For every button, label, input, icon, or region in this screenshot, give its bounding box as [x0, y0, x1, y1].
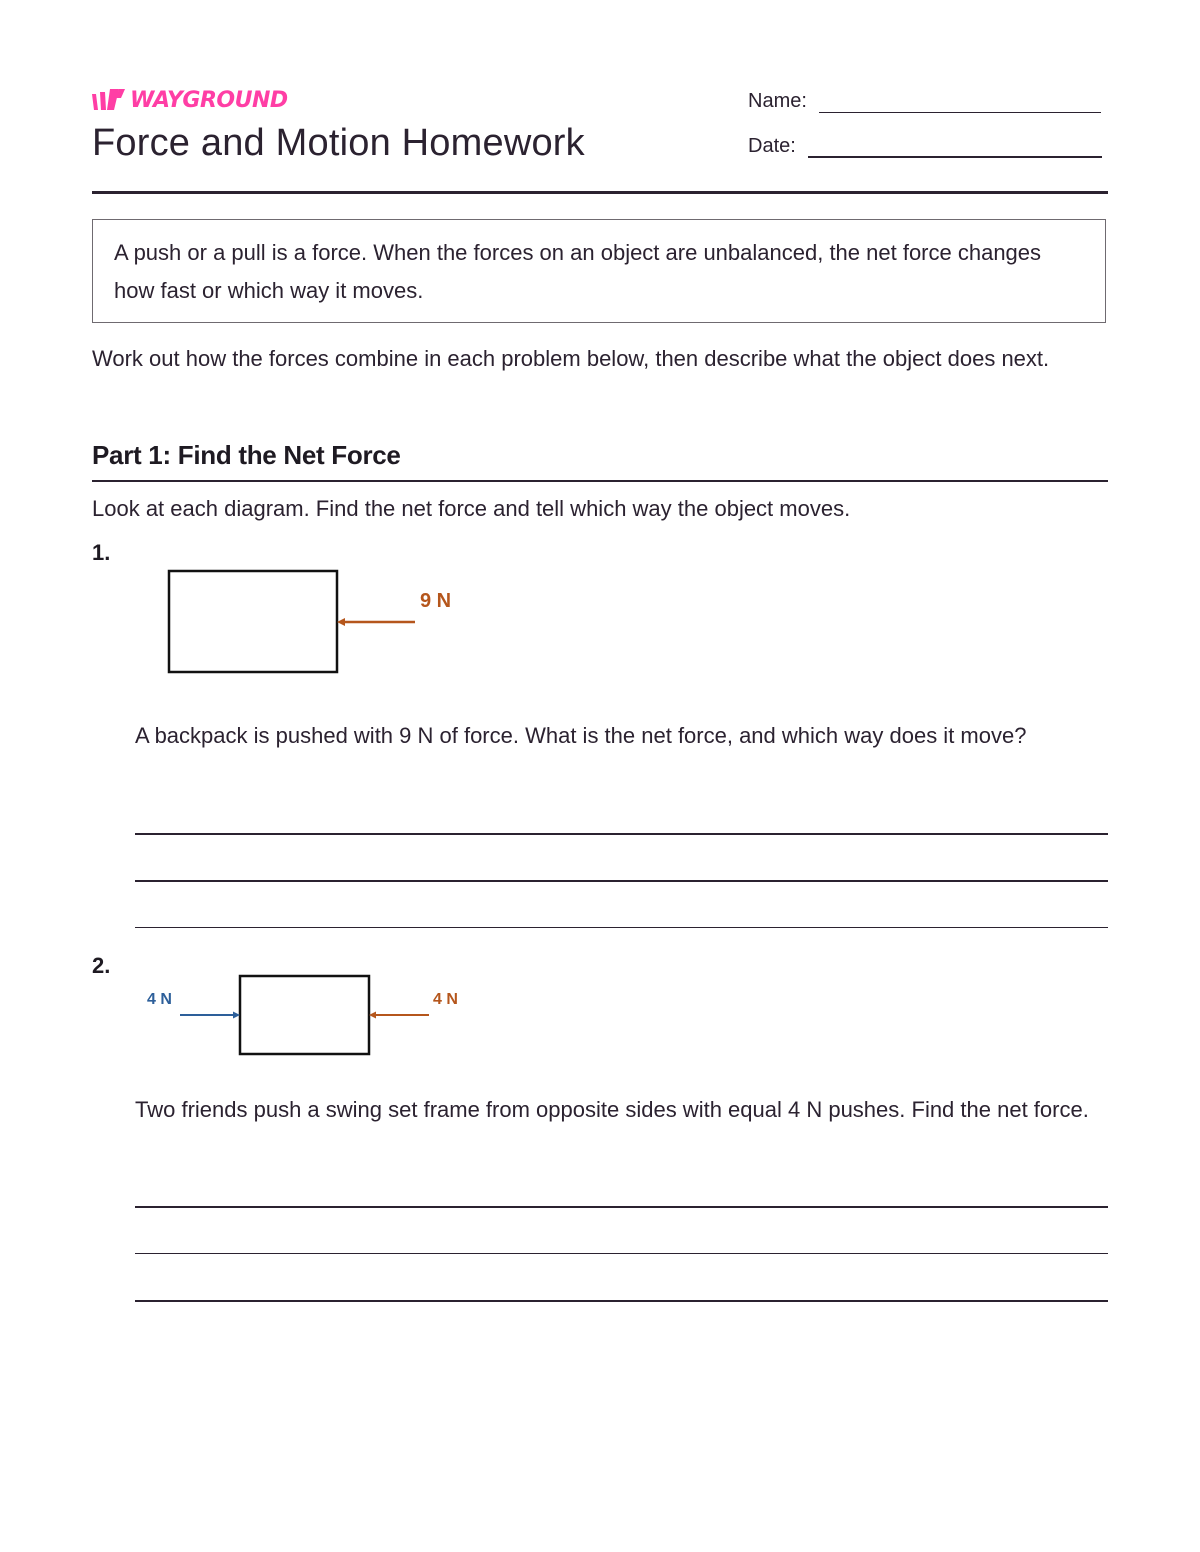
answer-line[interactable]	[135, 833, 1108, 835]
name-label: Name:	[748, 90, 807, 112]
question-2-text: Two friends push a swing set frame from opposite sides with equal 4 N pushes. Find the net force.	[135, 1097, 1089, 1122]
force-label-4n-left: 4 N	[147, 991, 172, 1008]
name-input-line[interactable]	[819, 90, 1101, 113]
question-2-number: 2.	[92, 953, 111, 978]
instructions-text: Work out how the forces combine in each problem below, then describe what the object does next.	[92, 346, 1050, 371]
part1-title: Part 1: Find the Net Force	[92, 440, 401, 470]
page-title: Force and Motion Homework	[92, 122, 585, 164]
force-label-4n-right: 4 N	[433, 991, 458, 1008]
worksheet-page	[92, 0, 1108, 1552]
part1-divider	[92, 480, 1108, 482]
brand-name: WAYGROUND	[130, 87, 288, 113]
object-box	[240, 976, 369, 1054]
answer-line[interactable]	[135, 880, 1108, 882]
question-1-number: 1.	[92, 540, 111, 565]
part1-instructions: Look at each diagram. Find the net force and tell which way the object moves.	[92, 496, 851, 521]
answer-line[interactable]	[135, 927, 1108, 928]
answer-line[interactable]	[135, 1253, 1108, 1254]
header-divider	[92, 191, 1108, 194]
answer-line[interactable]	[135, 1206, 1108, 1208]
date-field[interactable]	[748, 134, 1102, 158]
intro-box	[92, 219, 1106, 323]
force-arrow-right	[337, 618, 415, 626]
intro-text: A push or a pull is a force. When the forces on an object are unbalanced, the net force changes how fast or which way it moves.	[114, 240, 1042, 303]
brand-logo	[92, 86, 288, 114]
name-field[interactable]	[748, 90, 1101, 113]
date-label: Date:	[748, 135, 796, 157]
answer-line[interactable]	[135, 1300, 1108, 1302]
object-box	[169, 571, 337, 672]
wayground-logo-icon	[92, 88, 126, 112]
question-1-text: A backpack is pushed with 9 N of force. What is the net force, and which way does it move?	[135, 723, 1027, 748]
question-2-diagram	[92, 970, 492, 1060]
force-arrow-left	[180, 1012, 240, 1019]
question-1-diagram	[92, 560, 492, 680]
force-arrow-right	[369, 1012, 429, 1019]
date-input-line[interactable]	[808, 134, 1102, 158]
force-label-9n: 9 N	[420, 590, 452, 612]
